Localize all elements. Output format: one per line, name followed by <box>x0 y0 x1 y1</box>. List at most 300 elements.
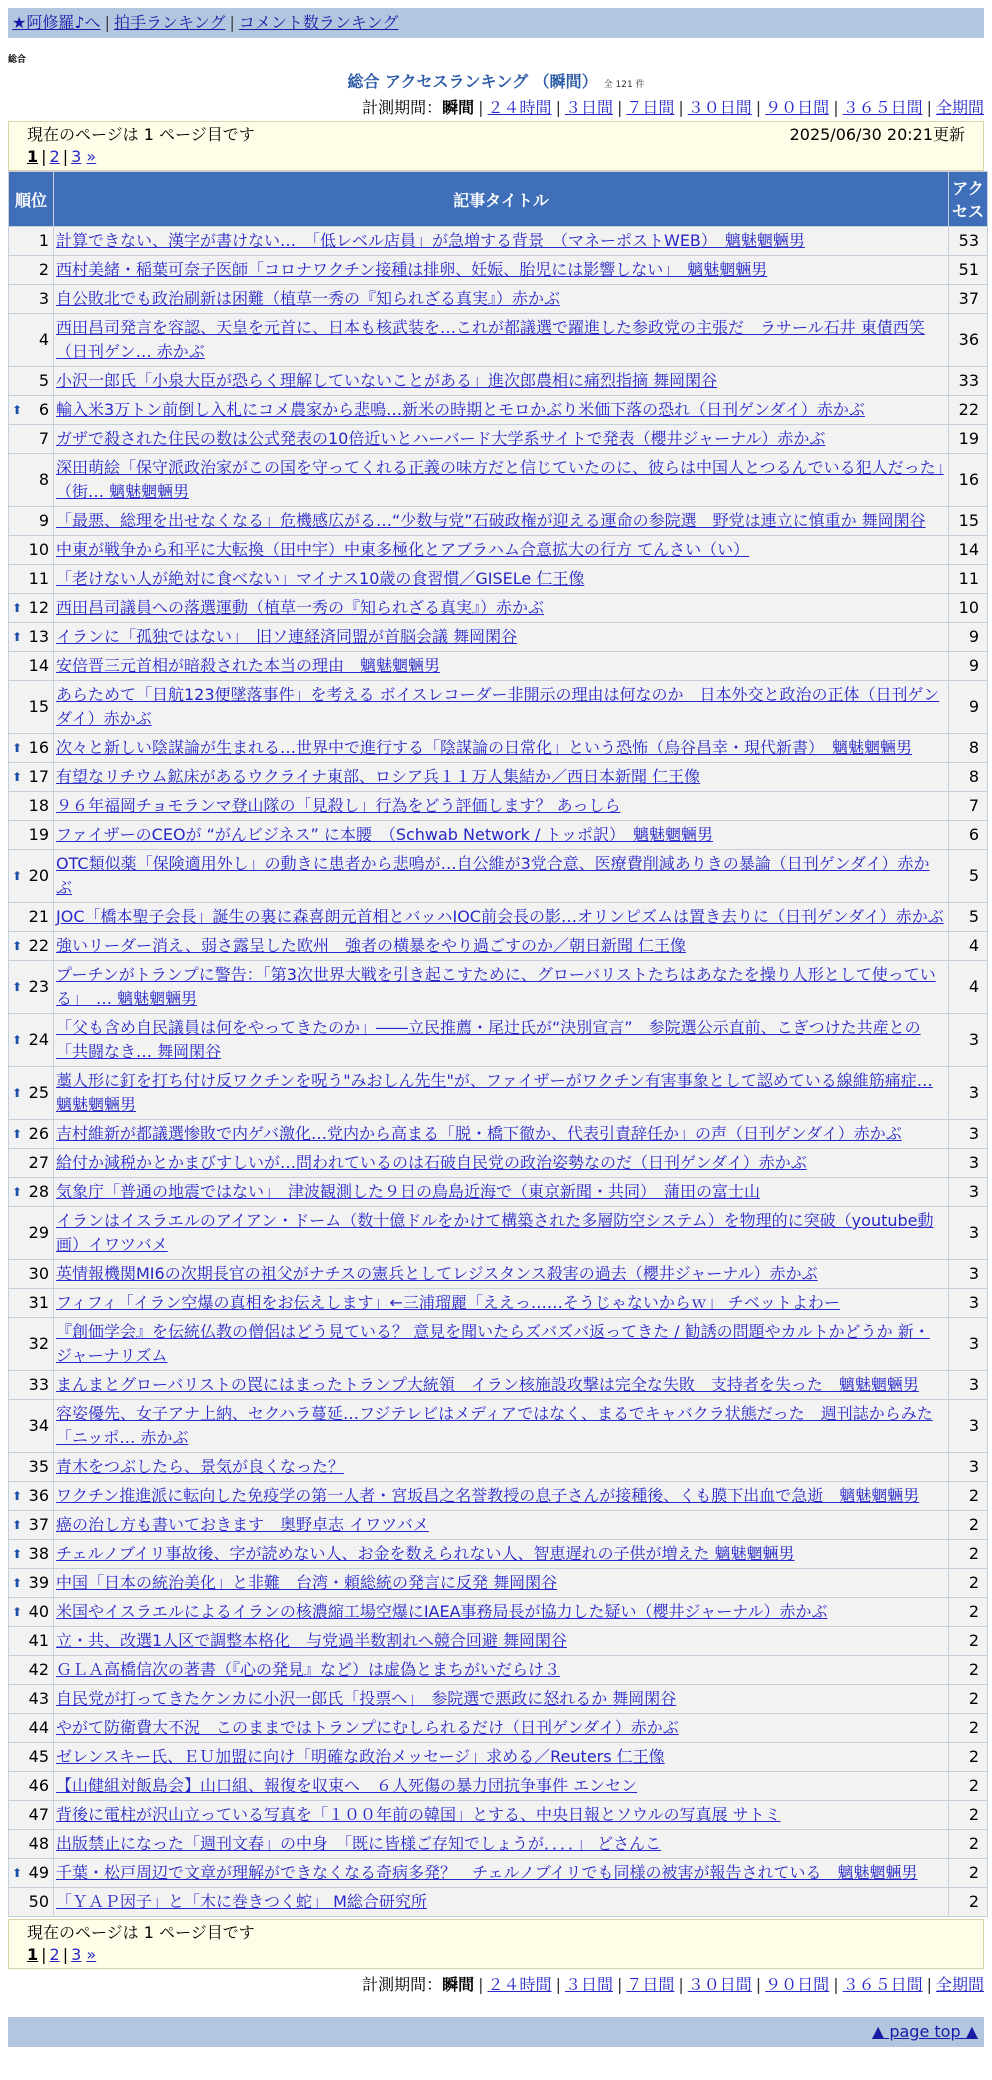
rank-cell <box>9 536 53 564</box>
table-row <box>9 652 987 680</box>
table-row <box>9 367 987 395</box>
period-link[interactable]: 全期間 <box>935 98 984 117</box>
period-selector-bottom <box>8 1972 984 1995</box>
table-row <box>9 1598 987 1626</box>
rank-cell <box>9 565 53 593</box>
rank-cell <box>9 763 53 791</box>
period-link[interactable]: ３６５日間 <box>842 1975 923 1994</box>
title-cell <box>54 1801 948 1829</box>
table-row <box>9 623 987 651</box>
title-cell <box>54 734 948 762</box>
access-count: 2 <box>949 1511 987 1539</box>
current-page: 1 <box>27 1945 39 1964</box>
access-count: 2 <box>949 1714 987 1742</box>
page-links <box>27 146 965 168</box>
table-row <box>9 681 987 733</box>
rank-number: 48 <box>28 1834 49 1853</box>
updated-timestamp: 2025/06/30 20:21更新 <box>789 125 965 144</box>
pager-top <box>8 121 984 171</box>
title-cell <box>54 285 948 313</box>
table-row <box>9 792 987 820</box>
article-link[interactable]: 米国やイスラエルによるイランの核濃縮工場空爆にIAEA事務局長が協力した疑い（櫻井ジャーナル）赤かぶ <box>56 1602 828 1621</box>
rank-cell <box>9 1014 53 1066</box>
access-count: 11 <box>949 565 987 593</box>
period-link[interactable]: ３日間 <box>564 1975 613 1994</box>
article-link[interactable]: 藁人形に釘を打ち付け反ワクチンを呪う"みおしん先生"が、ファイザーがワクチン有害事象として認めている線維筋痛症… 魑魅魍魎男 <box>56 1071 933 1114</box>
access-count: 2 <box>949 1685 987 1713</box>
table-row <box>9 1540 987 1568</box>
table-row <box>9 1289 987 1317</box>
footer-bar <box>8 2017 984 2047</box>
title-cell <box>54 1888 948 1916</box>
page-separator: | <box>41 1945 47 1964</box>
table-row <box>9 1178 987 1206</box>
title-cell <box>54 507 948 535</box>
pager-bottom <box>8 1919 984 1969</box>
period-separator: | <box>833 1975 839 1994</box>
access-count: 9 <box>949 623 987 651</box>
article-link[interactable]: 「最悪、総理を出せなくなる」危機感広がる…“少数与党”石破政権が迎える運命の参院選 野党は連立に慎重か 舞岡閑谷 <box>56 511 926 530</box>
access-count: 3 <box>949 1014 987 1066</box>
rank-cell <box>9 594 53 622</box>
table-row <box>9 932 987 960</box>
rank-cell <box>9 734 53 762</box>
table-row <box>9 227 987 255</box>
home-link[interactable]: ★阿修羅♪へ <box>12 13 101 32</box>
article-link[interactable]: 立・共、改選1人区で調整本格化 与党過半数割れへ競合回避 舞岡閑谷 <box>56 1631 567 1650</box>
access-count: 2 <box>949 1569 987 1597</box>
period-link[interactable]: ３日間 <box>564 98 613 117</box>
table-row <box>9 425 987 453</box>
article-link[interactable]: まんまとグローバリストの罠にはまったトランプ大統領 イラン核施設攻撃は完全な失敗 支持者を失った 魑魅魍魎男 <box>56 1375 919 1394</box>
table-row <box>9 1743 987 1771</box>
rank-number: 13 <box>28 627 49 646</box>
rank-up-icon: ⬆ <box>12 1866 23 1880</box>
rank-cell <box>9 1772 53 1800</box>
table-row <box>9 1482 987 1510</box>
comment-ranking-link[interactable]: コメント数ランキング <box>238 13 399 32</box>
table-row <box>9 396 987 424</box>
period-link[interactable]: ７日間 <box>626 1975 675 1994</box>
rank-number: 21 <box>28 907 49 926</box>
article-link[interactable]: イランはイスラエルのアイアン・ドーム（数十億ドルをかけて構築された多層防空システム）を物理的に突破（youtube動画）イワツバメ <box>56 1211 934 1254</box>
next-page-link[interactable]: » <box>86 1945 97 1964</box>
rank-number: 45 <box>28 1747 49 1766</box>
table-row <box>9 454 987 506</box>
rank-cell <box>9 454 53 506</box>
rank-number: 44 <box>28 1718 49 1737</box>
rank-number: 9 <box>38 511 49 530</box>
rank-number: 3 <box>38 289 49 308</box>
table-row <box>9 1014 987 1066</box>
access-count: 3 <box>949 1453 987 1481</box>
access-count: 3 <box>949 1371 987 1399</box>
article-link[interactable]: 千葉・松戸周辺で文章が理解ができなくなる奇病多発？ チェルノブイリでも同様の被害が報告されている 魑魅魍魎男 <box>56 1863 918 1882</box>
rank-number: 41 <box>28 1631 49 1650</box>
page-link[interactable]: 3 <box>71 1945 82 1964</box>
article-link[interactable]: JOC「橋本聖子会長」誕生の裏に森喜朗元首相とバッハIOC前会長の影…オリンピズムは置き去りに（日刊ゲンダイ）赤かぶ <box>56 907 944 926</box>
rank-number: 49 <box>28 1863 49 1882</box>
title-cell <box>54 1830 948 1858</box>
title-cell <box>54 1569 948 1597</box>
rank-number: 27 <box>28 1153 49 1172</box>
article-link[interactable]: 輸入米3万トン前倒し入札にコメ農家から悲鳴…新米の時期とモロかぶり米価下落の恐れ（日刊ゲンダイ）赤かぶ <box>56 400 865 419</box>
access-count: 22 <box>949 396 987 424</box>
rank-number: 47 <box>28 1805 49 1824</box>
rank-number: 34 <box>28 1416 49 1435</box>
access-count: 53 <box>949 227 987 255</box>
rank-number: 23 <box>28 977 49 996</box>
title-cell <box>54 594 948 622</box>
title-cell <box>54 623 948 651</box>
rank-up-icon: ⬆ <box>12 1518 23 1532</box>
table-row <box>9 1120 987 1148</box>
article-link[interactable]: 西村美緒・稲葉可奈子医師「コロナワクチン接種は排卵、妊娠、胎児には影響しない」 魑魅魍魎男 <box>56 260 768 279</box>
rank-cell <box>9 1569 53 1597</box>
title-cell <box>54 1859 948 1887</box>
article-link[interactable]: ガザで殺された住民の数は公式発表の10倍近いとハーバード大学系サイトで発表（櫻井ジャーナル）赤かぶ <box>56 429 826 448</box>
rank-up-icon: ⬆ <box>12 403 23 417</box>
period-separator: | <box>678 1975 684 1994</box>
article-link[interactable]: チェルノブイリ事故後、字が読めない人、お金を数えられない人、智恵遅れの子供が増えた 魑魅魍魎男 <box>56 1544 795 1563</box>
access-count: 3 <box>949 1400 987 1452</box>
table-row <box>9 1888 987 1916</box>
table-row <box>9 1260 987 1288</box>
article-link[interactable]: 中東が戦争から和平に大転換（田中宇）中東多極化とアブラハム合意拡大の行方 てんさい（い） <box>56 540 750 559</box>
article-link[interactable]: 容姿優先、女子アナ上納、セクハラ蔓延…フジテレビはメディアではなく、まるでキャバクラ状態だった 週刊誌からみた「ニッポ… 赤かぶ <box>56 1404 933 1447</box>
rank-number: 25 <box>28 1083 49 1102</box>
access-count: 7 <box>949 792 987 820</box>
article-link[interactable]: 深田萌絵「保守派政治家がこの国を守ってくれる正義の味方だと信じていたのに、彼らは中国人とつるんでいる犯人だった」（街… 魑魅魍魎男 <box>56 458 944 501</box>
title-cell <box>54 652 948 680</box>
title-cell <box>54 681 948 733</box>
article-link[interactable]: 『創価学会』を伝統仏教の僧侶はどう見ている？ 意見を聞いたらズバズバ返ってきた / 勧誘の問題やカルトかどうか 新・ジャーナリズム <box>56 1322 930 1365</box>
access-count: 2 <box>949 1830 987 1858</box>
rank-cell <box>9 1260 53 1288</box>
access-count: 3 <box>949 1178 987 1206</box>
access-count: 3 <box>949 1318 987 1370</box>
article-link[interactable]: 計算できない、漢字が書けない… 「低レベル店員」が急増する背景 （マネーポストWEB） 魑魅魍魎男 <box>56 231 805 250</box>
current-page: 1 <box>27 147 39 166</box>
access-count: 8 <box>949 763 987 791</box>
table-row <box>9 1569 987 1597</box>
rank-cell <box>9 1598 53 1626</box>
page-top-link[interactable]: ▲ page top ▲ <box>871 2022 978 2041</box>
rank-up-icon: ⬆ <box>12 939 23 953</box>
rank-number: 33 <box>28 1375 49 1394</box>
article-link[interactable]: ９６年福岡チョモランマ登山隊の「見殺し」行為をどう評価します？ あっしら <box>56 796 621 815</box>
ranking-heading <box>8 69 984 92</box>
rank-cell <box>9 1859 53 1887</box>
rank-up-icon: ⬆ <box>12 770 23 784</box>
rank-cell <box>9 1067 53 1119</box>
rank-up-icon: ⬆ <box>12 741 23 755</box>
rank-cell <box>9 1656 53 1684</box>
rank-number: 6 <box>38 400 49 419</box>
rank-number: 29 <box>28 1223 49 1242</box>
title-cell <box>54 425 948 453</box>
article-link[interactable]: あらためて「日航123便墜落事件」を考える ボイスレコーダー非開示の理由は何なのか 日本外交と政治の正体（日刊ゲンダイ）赤かぶ <box>56 685 940 728</box>
access-count: 8 <box>949 734 987 762</box>
period-separator: | <box>478 1975 484 1994</box>
article-link[interactable]: 「ＹＡＰ因子」と「木に巻きつく蛇」 M総合研究所 <box>56 1892 427 1911</box>
rank-cell <box>9 425 53 453</box>
applause-ranking-link[interactable]: 拍手ランキング <box>113 13 226 32</box>
period-link[interactable]: ９０日間 <box>765 1975 830 1994</box>
access-count: 2 <box>949 1743 987 1771</box>
rank-cell <box>9 1120 53 1148</box>
table-row <box>9 1149 987 1177</box>
access-count: 19 <box>949 425 987 453</box>
article-link[interactable]: 青木をつぶしたら、景気が良くなった？ <box>56 1457 345 1476</box>
rank-cell <box>9 1685 53 1713</box>
title-cell <box>54 1511 948 1539</box>
page-title: 総合 アクセスランキング （瞬間） <box>347 72 598 91</box>
page-link[interactable]: 2 <box>49 1945 60 1964</box>
ranking-table <box>8 171 988 1917</box>
access-count: 9 <box>949 681 987 733</box>
rank-cell <box>9 961 53 1013</box>
access-count: 9 <box>949 652 987 680</box>
access-count: 2 <box>949 1656 987 1684</box>
article-link[interactable]: 有望なリチウム鉱床があるウクライナ東部、ロシア兵１１万人集結か／西日本新聞 仁王像 <box>56 767 701 786</box>
page-separator: | <box>62 147 69 166</box>
table-row <box>9 961 987 1013</box>
rank-number: 10 <box>28 540 49 559</box>
article-link[interactable]: ゼレンスキー氏、ＥＵ加盟に向け「明確な政治メッセージ」求める／Reuters 仁王像 <box>56 1747 665 1766</box>
rank-number: 31 <box>28 1293 49 1312</box>
title-cell <box>54 1149 948 1177</box>
period-separator: | <box>555 1975 561 1994</box>
article-link[interactable]: ＧＬＡ高橋信次の著書（『心の発見』など）は虚偽とまちがいだらけ３ <box>56 1660 561 1679</box>
period-label: 計測期間： <box>362 98 443 117</box>
article-link[interactable]: イランに「孤独ではない」 旧ソ連経済同盟が首脳会議 舞岡閑谷 <box>56 627 518 646</box>
article-link[interactable]: 出版禁止になった「週刊文春」の中身 「既に皆様ご存知でしょうが．．．．」 どさんこ <box>56 1834 662 1853</box>
article-link[interactable]: 小沢一郎氏「小泉大臣が恐らく理解していないことがある」進次郎農相に痛烈指摘 舞岡閑谷 <box>56 371 718 390</box>
page-status: 現在のページは 1 ページ目です <box>27 125 255 144</box>
table-row <box>9 594 987 622</box>
rank-number: 32 <box>28 1334 49 1353</box>
rank-up-icon: ⬆ <box>12 1127 23 1141</box>
period-current: 瞬間 <box>442 98 475 117</box>
rank-cell <box>9 1830 53 1858</box>
title-cell <box>54 1743 948 1771</box>
page-separator: | <box>62 1945 69 1964</box>
rank-number: 39 <box>28 1573 49 1592</box>
table-row <box>9 565 987 593</box>
table-row <box>9 903 987 931</box>
access-count: 3 <box>949 1067 987 1119</box>
rank-number: 17 <box>28 767 49 786</box>
access-count: 16 <box>949 454 987 506</box>
table-row <box>9 507 987 535</box>
table-row <box>9 734 987 762</box>
table-row <box>9 1207 987 1259</box>
rank-up-icon: ⬆ <box>12 1576 23 1590</box>
title-cell <box>54 227 948 255</box>
rank-cell <box>9 1371 53 1399</box>
title-cell <box>54 1207 948 1259</box>
access-count: 3 <box>949 1260 987 1288</box>
access-count: 2 <box>949 1772 987 1800</box>
title-cell <box>54 1772 948 1800</box>
page-link[interactable]: 3 <box>71 147 82 166</box>
rank-up-icon: ⬆ <box>12 601 23 615</box>
period-link[interactable]: ２４時間 <box>487 98 552 117</box>
page-link[interactable]: 2 <box>49 147 60 166</box>
rank-number: 7 <box>38 429 49 448</box>
period-separator: | <box>616 1975 623 1994</box>
rank-cell <box>9 792 53 820</box>
table-row <box>9 1371 987 1399</box>
article-link[interactable]: 背後に電柱が沢山立っている写真を「１００年前の韓国」とする、中央日報とソウルの写真展 サトミ <box>56 1805 781 1824</box>
period-link[interactable]: ３０日間 <box>687 98 752 117</box>
rank-cell <box>9 1178 53 1206</box>
table-header-row <box>9 172 987 226</box>
article-link[interactable]: 中国「日本の統治美化」と非難 台湾・頼総統の発言に反発 舞岡閑谷 <box>56 1573 558 1592</box>
rank-number: 2 <box>38 260 49 279</box>
table-row <box>9 256 987 284</box>
title-cell <box>54 1260 948 1288</box>
article-link[interactable]: 英情報機関MI6の次期長官の祖父がナチスの憲兵としてレジスタンス殺害の過去（櫻井ジャーナル）赤かぶ <box>56 1264 818 1283</box>
article-link[interactable]: 「父も含め自民議員は何をやってきたのか」――立民推薦・尾辻氏が“決別宣言” 参院選公示直前、こぎつけた共産との「共闘なき… 舞岡閑谷 <box>56 1018 921 1061</box>
article-link[interactable]: 安倍晋三元首相が暗殺された本当の理由 魑魅魍魎男 <box>56 656 441 675</box>
table-row <box>9 285 987 313</box>
rank-number: 15 <box>28 697 49 716</box>
period-separator: | <box>926 98 932 117</box>
title-cell <box>54 1318 948 1370</box>
rank-cell <box>9 1400 53 1452</box>
title-cell <box>54 1627 948 1655</box>
period-separator: | <box>555 98 561 117</box>
article-link[interactable]: 癌の治し方も書いておきます 奥野卓志 イワツバメ <box>56 1515 429 1534</box>
article-link[interactable]: 自公敗北でも政治刷新は困難（植草一秀の『知られざる真実』）赤かぶ <box>56 289 561 308</box>
rank-cell <box>9 1714 53 1742</box>
page-separator: | <box>41 147 47 166</box>
access-count: 15 <box>949 507 987 535</box>
article-link[interactable]: 「老けない人が絶対に食べない」マイナス10歳の食習慣／GISELe 仁王像 <box>56 569 585 588</box>
access-header: アクセス <box>949 172 987 226</box>
access-count: 2 <box>949 1801 987 1829</box>
access-count: 5 <box>949 850 987 902</box>
period-link[interactable]: ９０日間 <box>765 98 830 117</box>
article-link[interactable]: 西田昌司議員への落選運動（植草一秀の『知られざる真実』）赤かぶ <box>56 598 545 617</box>
rank-number: 36 <box>28 1486 49 1505</box>
article-link[interactable]: 強いリーダー消え、弱さ露呈した欧州 強者の横暴をやり過ごすのか／朝日新聞 仁王像 <box>56 936 687 955</box>
article-link[interactable]: やがて防衛費大不況 このままではトランプにむしられるだけ（日刊ゲンダイ）赤かぶ <box>56 1718 679 1737</box>
rank-cell <box>9 1511 53 1539</box>
access-count: 37 <box>949 285 987 313</box>
article-link[interactable]: 給付か減税かとかまびすしいが…問われているのは石破自民党の政治姿勢なのだ（日刊ゲンダイ）赤かぶ <box>56 1153 807 1172</box>
access-count: 51 <box>949 256 987 284</box>
article-link[interactable]: 自民党が打ってきたケンカに小沢一郎氏「投票へ」 参院選で悪政に怒れるか 舞岡閑谷 <box>56 1689 677 1708</box>
rank-cell <box>9 903 53 931</box>
article-link[interactable]: ワクチン推進派に転向した免疫学の第一人者・宮坂昌之名誉教授の息子さんが接種後、くも膜下出血で急逝 魑魅魍魎男 <box>56 1486 920 1505</box>
rank-cell <box>9 652 53 680</box>
rank-cell <box>9 1743 53 1771</box>
article-link[interactable]: ファイザーのCEOが “がんビジネス” に本腰 （Schwab Network / トッポ訳） 魑魅魍魎男 <box>56 825 713 844</box>
title-cell <box>54 367 948 395</box>
rank-cell <box>9 1801 53 1829</box>
title-cell <box>54 1540 948 1568</box>
table-row <box>9 1453 987 1481</box>
period-link[interactable]: ３６５日間 <box>842 98 923 117</box>
rank-number: 42 <box>28 1660 49 1679</box>
nav-separator: | <box>104 13 110 32</box>
article-link[interactable]: 次々と新しい陰謀論が生まれる…世界中で進行する「陰謀論の日常化」という恐怖（烏谷昌幸・現代新書） 魑魅魍魎男 <box>56 738 913 757</box>
rank-number: 5 <box>38 371 49 390</box>
rank-number: 11 <box>28 569 49 588</box>
table-row <box>9 1685 987 1713</box>
period-link[interactable]: ７日間 <box>626 98 675 117</box>
article-link[interactable]: 吉村維新が都議選惨敗で内ゲバ激化…党内から高まる「脱・橋下徹か、代表引責辞任か」の声（日刊ゲンダイ）赤かぶ <box>56 1124 902 1143</box>
access-count: 36 <box>949 314 987 366</box>
rank-number: 30 <box>28 1264 49 1283</box>
article-link[interactable]: OTC類似薬「保険適用外し」の動きに患者から悲鳴が…自公維が3党合意、医療費削減ありきの暴論（日刊ゲンダイ）赤かぶ <box>56 854 930 897</box>
rank-cell <box>9 396 53 424</box>
access-count: 6 <box>949 821 987 849</box>
title-cell <box>54 1289 948 1317</box>
title-cell <box>54 1598 948 1626</box>
period-separator: | <box>616 98 623 117</box>
table-row <box>9 1627 987 1655</box>
period-link[interactable]: 全期間 <box>935 1975 984 1994</box>
article-link[interactable]: 気象庁「普通の地震ではない」 津波観測した９日の鳥島近海で（東京新聞・共同） 蒲田の富士山 <box>56 1182 761 1201</box>
ranking-rows <box>9 227 987 1916</box>
rank-cell <box>9 507 53 535</box>
table-row <box>9 763 987 791</box>
rank-cell <box>9 227 53 255</box>
table-row <box>9 850 987 902</box>
access-count: 33 <box>949 367 987 395</box>
rank-number: 37 <box>28 1515 49 1534</box>
article-link[interactable]: プーチンがトランプに警告：「第3次世界大戦を引き起こすために、グローバリストたちはあなたを操り人形として使っている」 … 魑魅魍魎男 <box>56 965 936 1008</box>
period-current: 瞬間 <box>442 1975 475 1994</box>
access-count: 2 <box>949 1598 987 1626</box>
rank-cell <box>9 681 53 733</box>
rank-cell <box>9 850 53 902</box>
period-link[interactable]: ２４時間 <box>487 1975 552 1994</box>
rank-number: 16 <box>28 738 49 757</box>
title-cell <box>54 1685 948 1713</box>
nav-separator: | <box>229 13 235 32</box>
title-cell <box>54 454 948 506</box>
access-count: 2 <box>949 1627 987 1655</box>
period-separator: | <box>755 98 762 117</box>
title-cell <box>54 961 948 1013</box>
article-link[interactable]: 【山健組対飯島会】山口組、報復を収束へ ６人死傷の暴力団抗争事件 エンセン <box>56 1776 638 1795</box>
title-header: 記事タイトル <box>54 172 948 226</box>
table-row <box>9 314 987 366</box>
total-count: 全 121 件 <box>603 80 645 90</box>
title-cell <box>54 396 948 424</box>
table-row <box>9 1318 987 1370</box>
rank-number: 18 <box>28 796 49 815</box>
period-separator: | <box>833 98 839 117</box>
next-page-link[interactable]: » <box>86 147 97 166</box>
rank-number: 40 <box>28 1602 49 1621</box>
rank-number: 14 <box>28 656 49 675</box>
title-cell <box>54 1400 948 1452</box>
rank-cell <box>9 1540 53 1568</box>
title-cell <box>54 903 948 931</box>
title-cell <box>54 821 948 849</box>
title-cell <box>54 792 948 820</box>
period-link[interactable]: ３０日間 <box>687 1975 752 1994</box>
period-selector-top <box>8 95 984 118</box>
article-link[interactable]: 西田昌司発言を容認、天皇を元首に、日本も核武装を…これが都議選で躍進した参政党の主張だ ラサール石井 東債西笑（日刊ゲン… 赤かぶ <box>56 318 925 361</box>
article-link[interactable]: フィフィ「イラン空爆の真相をお伝えします」←三浦瑠麗「ええっ……そうじゃないからｗ」 チベットよわー <box>56 1293 840 1312</box>
